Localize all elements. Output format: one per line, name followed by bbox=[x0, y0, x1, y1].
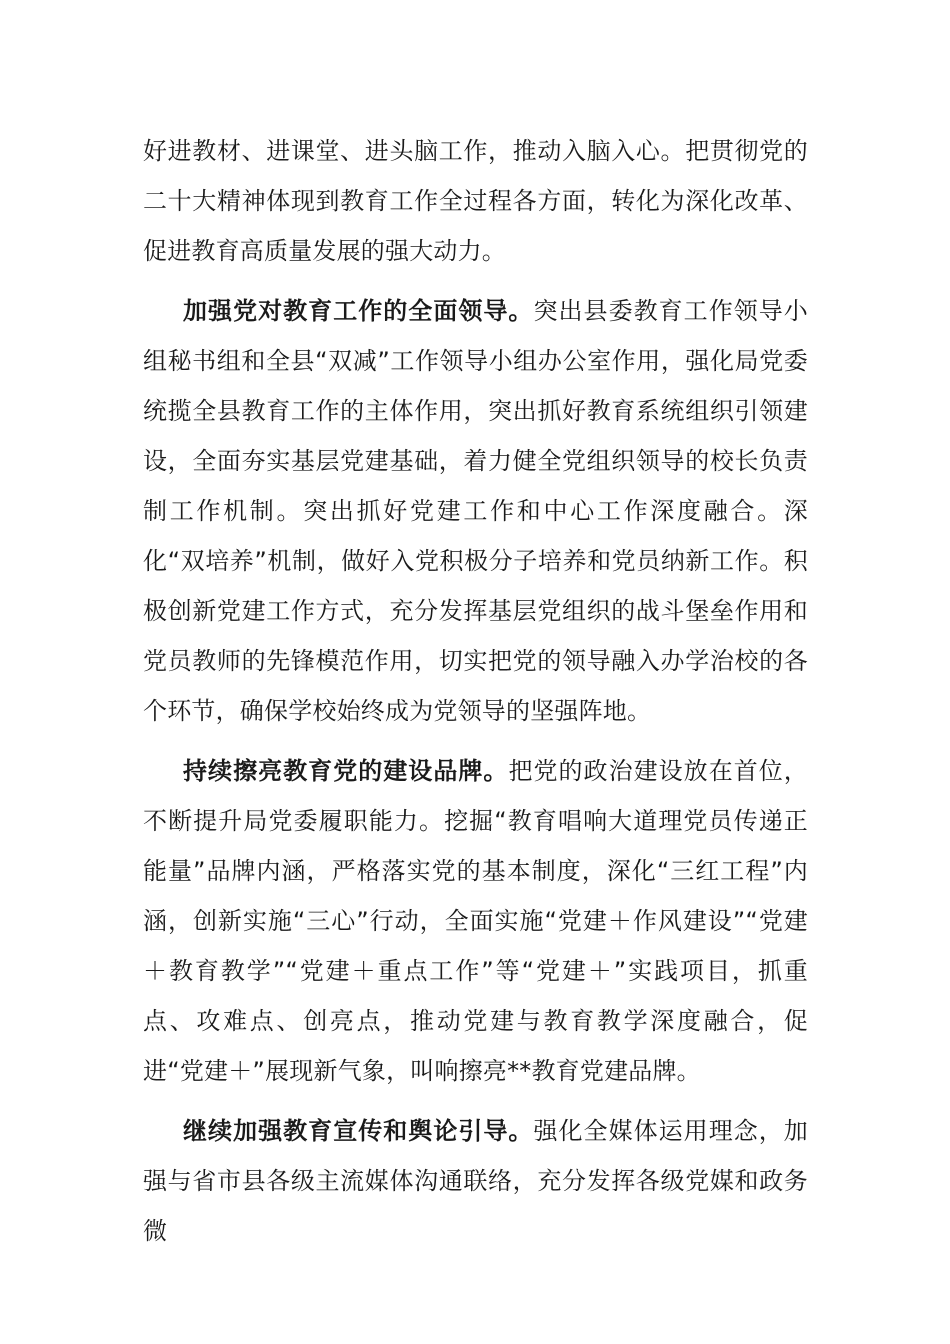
paragraph-lead: 继续加强教育宣传和舆论引导。 bbox=[183, 1117, 534, 1145]
paragraph-1 bbox=[143, 126, 808, 276]
paragraph-4 bbox=[143, 1106, 808, 1256]
paragraph-text: 好进教材、进课堂、进头脑工作，推动入脑入心。把贯彻党的二十大精神体现到教育工作全过程各方面，转化为深化改革、促进教育高质量发展的强大动力。 bbox=[143, 137, 808, 265]
paragraph-text: 把党的政治建设放在首位，不断提升局党委履职能力。挖掘“教育唱响大道理党员传递正能量”品牌内涵，严格落实党的基本制度，深化“三红工程”内涵，创新实施“三心”行动，全面实施“党建＋作风建设”“党建＋教育教学”“党建＋重点工作”等“党建＋”实践项目，抓重点、攻难点、创亮点，推动党建与教育教学深度融合，促进“党建＋”展现新气象，叫响擦亮**教育党建品牌。 bbox=[143, 757, 808, 1085]
paragraph-lead: 加强党对教育工作的全面领导。 bbox=[183, 297, 534, 325]
document-page bbox=[143, 126, 808, 1256]
paragraph-text: 突出县委教育工作领导小组秘书组和全县“双减”工作领导小组办公室作用，强化局党委统揽全县教育工作的主体作用，突出抓好教育系统组织引领建设，全面夯实基层党建基础，着力健全党组织领导的校长负责制工作机制。突出抓好党建工作和中心工作深度融合。深化“双培养”机制，做好入党积极分子培养和党员纳新工作。积极创新党建工作方式，充分发挥基层党组织的战斗堡垒作用和党员教师的先锋模范作用，切实把党的领导融入办学治校的各个环节，确保学校始终成为党领导的坚强阵地。 bbox=[143, 297, 808, 725]
paragraph-2 bbox=[143, 286, 808, 736]
paragraph-text: 强化全媒体运用理念，加强与省市县各级主流媒体沟通联络，充分发挥各级党媒和政务微 bbox=[143, 1117, 808, 1245]
paragraph-3 bbox=[143, 746, 808, 1096]
paragraph-lead: 持续擦亮教育党的建设品牌。 bbox=[183, 757, 509, 785]
